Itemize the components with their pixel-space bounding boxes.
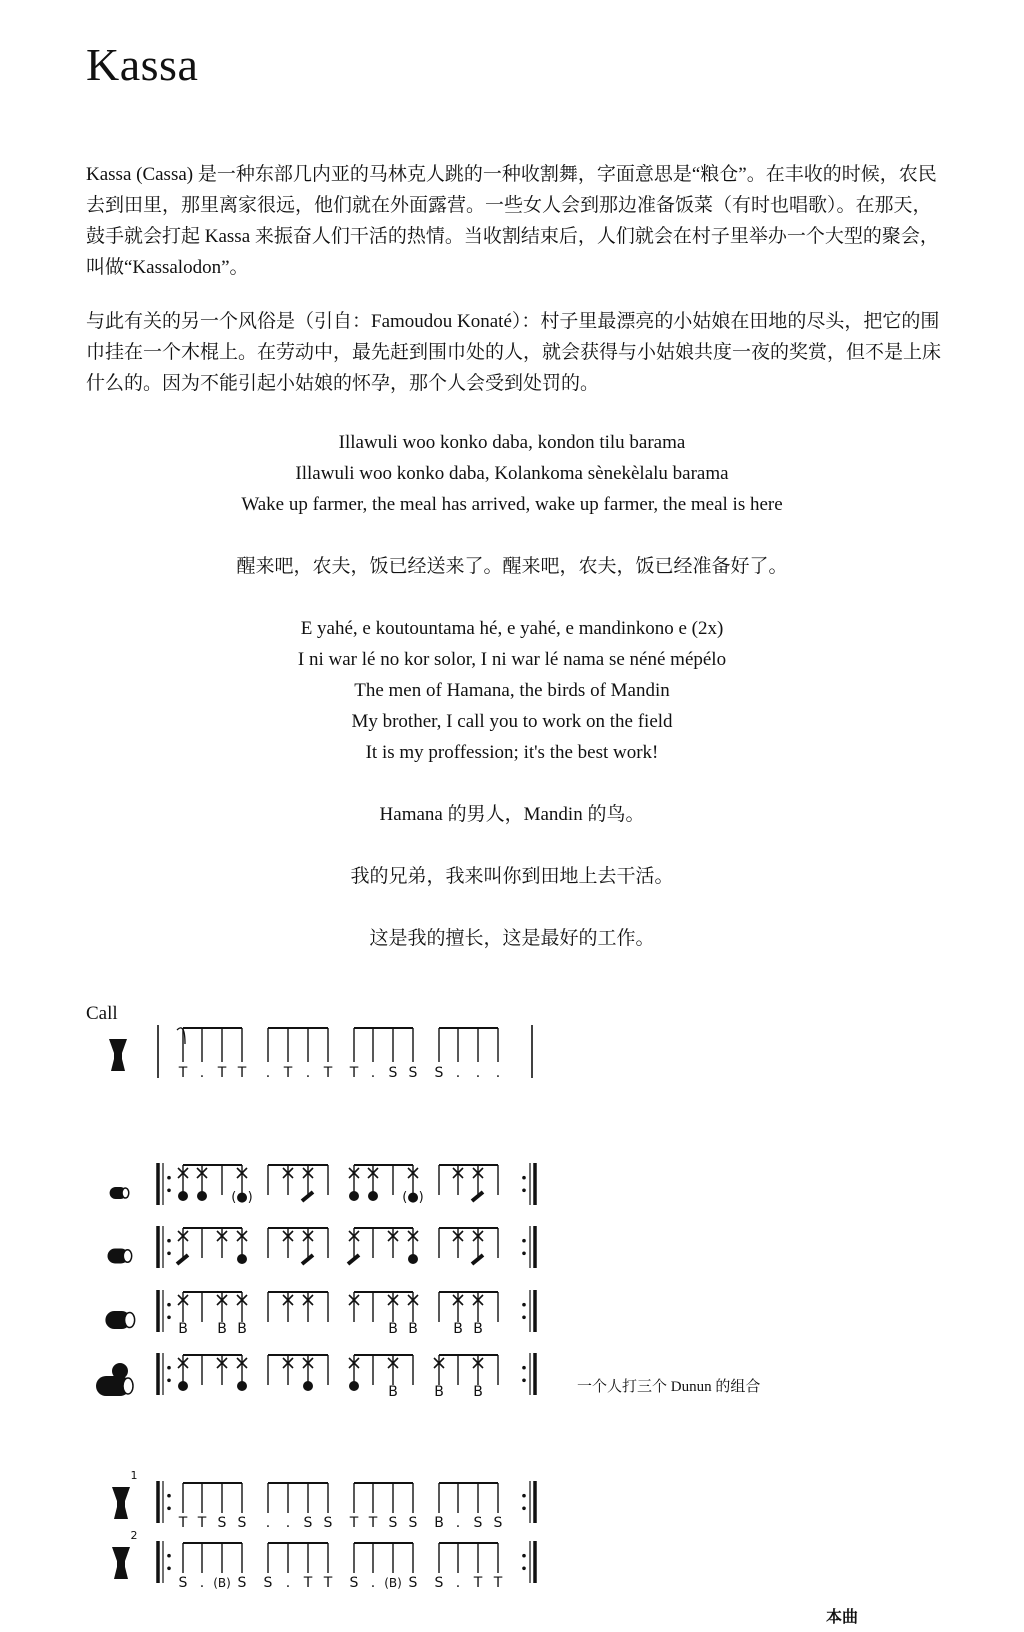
- djembe-note: S: [493, 1515, 503, 1531]
- bell-note: B: [453, 1321, 463, 1337]
- repeat-dot: [522, 1189, 526, 1193]
- djembe-note: S: [237, 1515, 247, 1531]
- repeat-dot: [167, 1239, 171, 1243]
- djembe-note: T: [493, 1575, 503, 1591]
- bell-note: B: [408, 1321, 418, 1337]
- call-note: .: [265, 1065, 271, 1081]
- combined-dunun-icon: [96, 1363, 133, 1396]
- intro-paragraph: Kassa (Cassa) 是一种东部几内亚的马林克人跳的一种收割舞，字面意思是“粮仓”。在丰收的时候，农民去到田里，那里离家很远，他们就在外面露营。一些女人会到那边准备饭菜（有时也唱歌）。在那天，鼓手就会打起 Kassa 来振奋人们干活的热情。当收割结束后，人们就会在村子里举办一个大型的聚会，叫做“Kassalodon”。: [86, 164, 939, 278]
- muted-stroke: (●): [402, 1190, 424, 1205]
- closed-stroke: [237, 1381, 247, 1391]
- call-note: .: [305, 1065, 311, 1081]
- call-beams: [183, 1028, 498, 1062]
- repeat-dot: [167, 1303, 171, 1307]
- closed-stroke: [178, 1191, 188, 1201]
- djembe-note: .: [455, 1575, 461, 1591]
- repeat-dot: [167, 1507, 171, 1511]
- closed-stroke: [349, 1381, 359, 1391]
- djembe-note: .: [370, 1575, 376, 1591]
- lyric-translation: Hamana 的男人，Mandin 的鸟。: [379, 804, 645, 825]
- closed-stroke: [349, 1191, 359, 1201]
- call-note: S: [408, 1065, 418, 1081]
- repeat-dot: [167, 1366, 171, 1370]
- djembe-note: (B): [213, 1576, 231, 1590]
- custom-paragraph: 与此有关的另一个风俗是（引自：Famoudou Konaté）：村子里最漂亮的小姑娘在田地的尽头，把它的围巾挂在一个木棍上。在劳动中，最先赶到围巾处的人，就会获得与小姑娘共度一夜的奖赏，但不是上床什么的。因为不能引起小姑娘的怀孕，那个人会受到处罚的。: [86, 311, 942, 394]
- dunun-beams: [183, 1165, 498, 1195]
- djembe-note: S: [408, 1515, 418, 1531]
- call-flag: [177, 1028, 185, 1044]
- djembe-note: S: [349, 1575, 359, 1591]
- djembe-beams: [183, 1483, 498, 1513]
- call-note: T: [323, 1065, 333, 1081]
- djembe-note: T: [323, 1575, 333, 1591]
- djembe-note: T: [178, 1515, 188, 1531]
- call-note: .: [199, 1065, 205, 1081]
- bell-note: B: [473, 1384, 483, 1400]
- repeat-dot: [522, 1507, 526, 1511]
- closed-stroke: [408, 1254, 418, 1264]
- bell-note: B: [178, 1321, 188, 1337]
- repeat-dot: [522, 1554, 526, 1558]
- djembe-note: (B): [384, 1576, 402, 1590]
- closed-stroke: [197, 1191, 207, 1201]
- repeat-dot: [167, 1554, 171, 1558]
- djembe-note: S: [178, 1575, 188, 1591]
- sangban-icon: [108, 1249, 132, 1264]
- call-note: T: [217, 1065, 227, 1081]
- repeat-dot: [167, 1494, 171, 1498]
- lyric-translation: 醒来吧，农夫，饭已经送来了。醒来吧，农夫，饭已经准备好了。: [236, 556, 788, 577]
- repeat-dot: [167, 1379, 171, 1383]
- repeat-dot: [167, 1316, 171, 1320]
- closed-stroke: [303, 1381, 313, 1391]
- part-number: 2: [130, 1529, 138, 1542]
- call-note: T: [283, 1065, 293, 1081]
- djembe-note: B: [434, 1515, 444, 1531]
- repeat-dot: [167, 1176, 171, 1180]
- call-note: T: [237, 1065, 247, 1081]
- djembe-note: T: [197, 1515, 207, 1531]
- repeat-dot: [522, 1316, 526, 1320]
- call-note: T: [178, 1065, 188, 1081]
- lyric-translation: 这是我的擅长，这是最好的工作。: [369, 928, 655, 949]
- dunun-beams: [183, 1292, 498, 1322]
- djembe-note: T: [303, 1575, 313, 1591]
- djembe-icon: [112, 1547, 130, 1579]
- call-note: S: [434, 1065, 444, 1081]
- repeat-dot: [522, 1239, 526, 1243]
- bell-note: B: [237, 1321, 247, 1337]
- djembe-icon: [109, 1039, 127, 1071]
- djembe-note: S: [303, 1515, 313, 1531]
- lyric-line: Illawuli woo konko daba, kondon tilu barama: [338, 432, 686, 453]
- bell-note: B: [217, 1321, 227, 1337]
- lyric-line: Illawuli woo konko daba, Kolankoma sènekèlalu barama: [295, 463, 729, 484]
- lyric-translation: 我的兄弟，我来叫你到田地上去干活。: [350, 866, 674, 887]
- lyric-line: My brother, I call you to work on the field: [351, 711, 673, 732]
- repeat-dot: [522, 1303, 526, 1307]
- closed-stroke: [368, 1191, 378, 1201]
- page-title: Kassa: [86, 39, 199, 90]
- djembe-note: .: [455, 1515, 461, 1531]
- dunun-beams: [183, 1228, 498, 1258]
- lyric-line: I ni war lé no kor solor, I ni war lé nama se néné mépélo: [297, 649, 727, 670]
- combined-dunun-note: 一个人打三个 Dunun 的组合: [577, 1379, 761, 1395]
- djembe-note: .: [285, 1515, 291, 1531]
- repeat-dot: [522, 1252, 526, 1256]
- lyric-line: It is my proffession; it's the best work!: [365, 742, 659, 763]
- call-note: .: [370, 1065, 376, 1081]
- call-note: .: [495, 1065, 501, 1081]
- djembe-note: S: [434, 1575, 444, 1591]
- kenkeni-icon: [110, 1187, 129, 1199]
- repeat-dot: [522, 1366, 526, 1370]
- repeat-dot: [167, 1567, 171, 1571]
- footer-label: 本曲: [826, 1607, 859, 1626]
- djembe-note: T: [349, 1515, 359, 1531]
- djembe-note: S: [217, 1515, 227, 1531]
- lyric-line: E yahé, e koutountama hé, e yahé, e mandinkono e (2x): [300, 618, 724, 639]
- bell-note: B: [388, 1321, 398, 1337]
- repeat-dot: [522, 1494, 526, 1498]
- closed-stroke: [178, 1381, 188, 1391]
- repeat-dot: [167, 1252, 171, 1256]
- call-note: S: [388, 1065, 398, 1081]
- djembe-beams: [183, 1543, 498, 1573]
- dundunba-icon: [105, 1311, 134, 1329]
- djembe-note: S: [408, 1575, 418, 1591]
- call-label: Call: [86, 1003, 118, 1024]
- djembe-note: .: [285, 1575, 291, 1591]
- bell-note: B: [434, 1384, 444, 1400]
- repeat-dot: [522, 1176, 526, 1180]
- closed-stroke: [237, 1254, 247, 1264]
- djembe-note: .: [199, 1575, 205, 1591]
- call-note: .: [475, 1065, 481, 1081]
- lyric-line: The men of Hamana, the birds of Mandin: [354, 680, 670, 701]
- djembe-note: T: [368, 1515, 378, 1531]
- part-number: 1: [130, 1469, 138, 1482]
- dunun-beams: [183, 1355, 498, 1385]
- djembe-note: S: [388, 1515, 398, 1531]
- muted-stroke: (●): [231, 1190, 253, 1205]
- repeat-dot: [167, 1189, 171, 1193]
- bell-note: B: [473, 1321, 483, 1337]
- call-note: .: [455, 1065, 461, 1081]
- djembe-note: S: [263, 1575, 273, 1591]
- lyric-line: Wake up farmer, the meal has arrived, wake up farmer, the meal is here: [241, 494, 783, 515]
- repeat-dot: [522, 1379, 526, 1383]
- bell-note: B: [388, 1384, 398, 1400]
- djembe-note: S: [237, 1575, 247, 1591]
- djembe-note: S: [473, 1515, 483, 1531]
- call-note: T: [349, 1065, 359, 1081]
- djembe-note: .: [265, 1515, 271, 1531]
- djembe-note: S: [323, 1515, 333, 1531]
- djembe-icon: [112, 1487, 130, 1519]
- djembe-note: T: [473, 1575, 483, 1591]
- repeat-dot: [522, 1567, 526, 1571]
